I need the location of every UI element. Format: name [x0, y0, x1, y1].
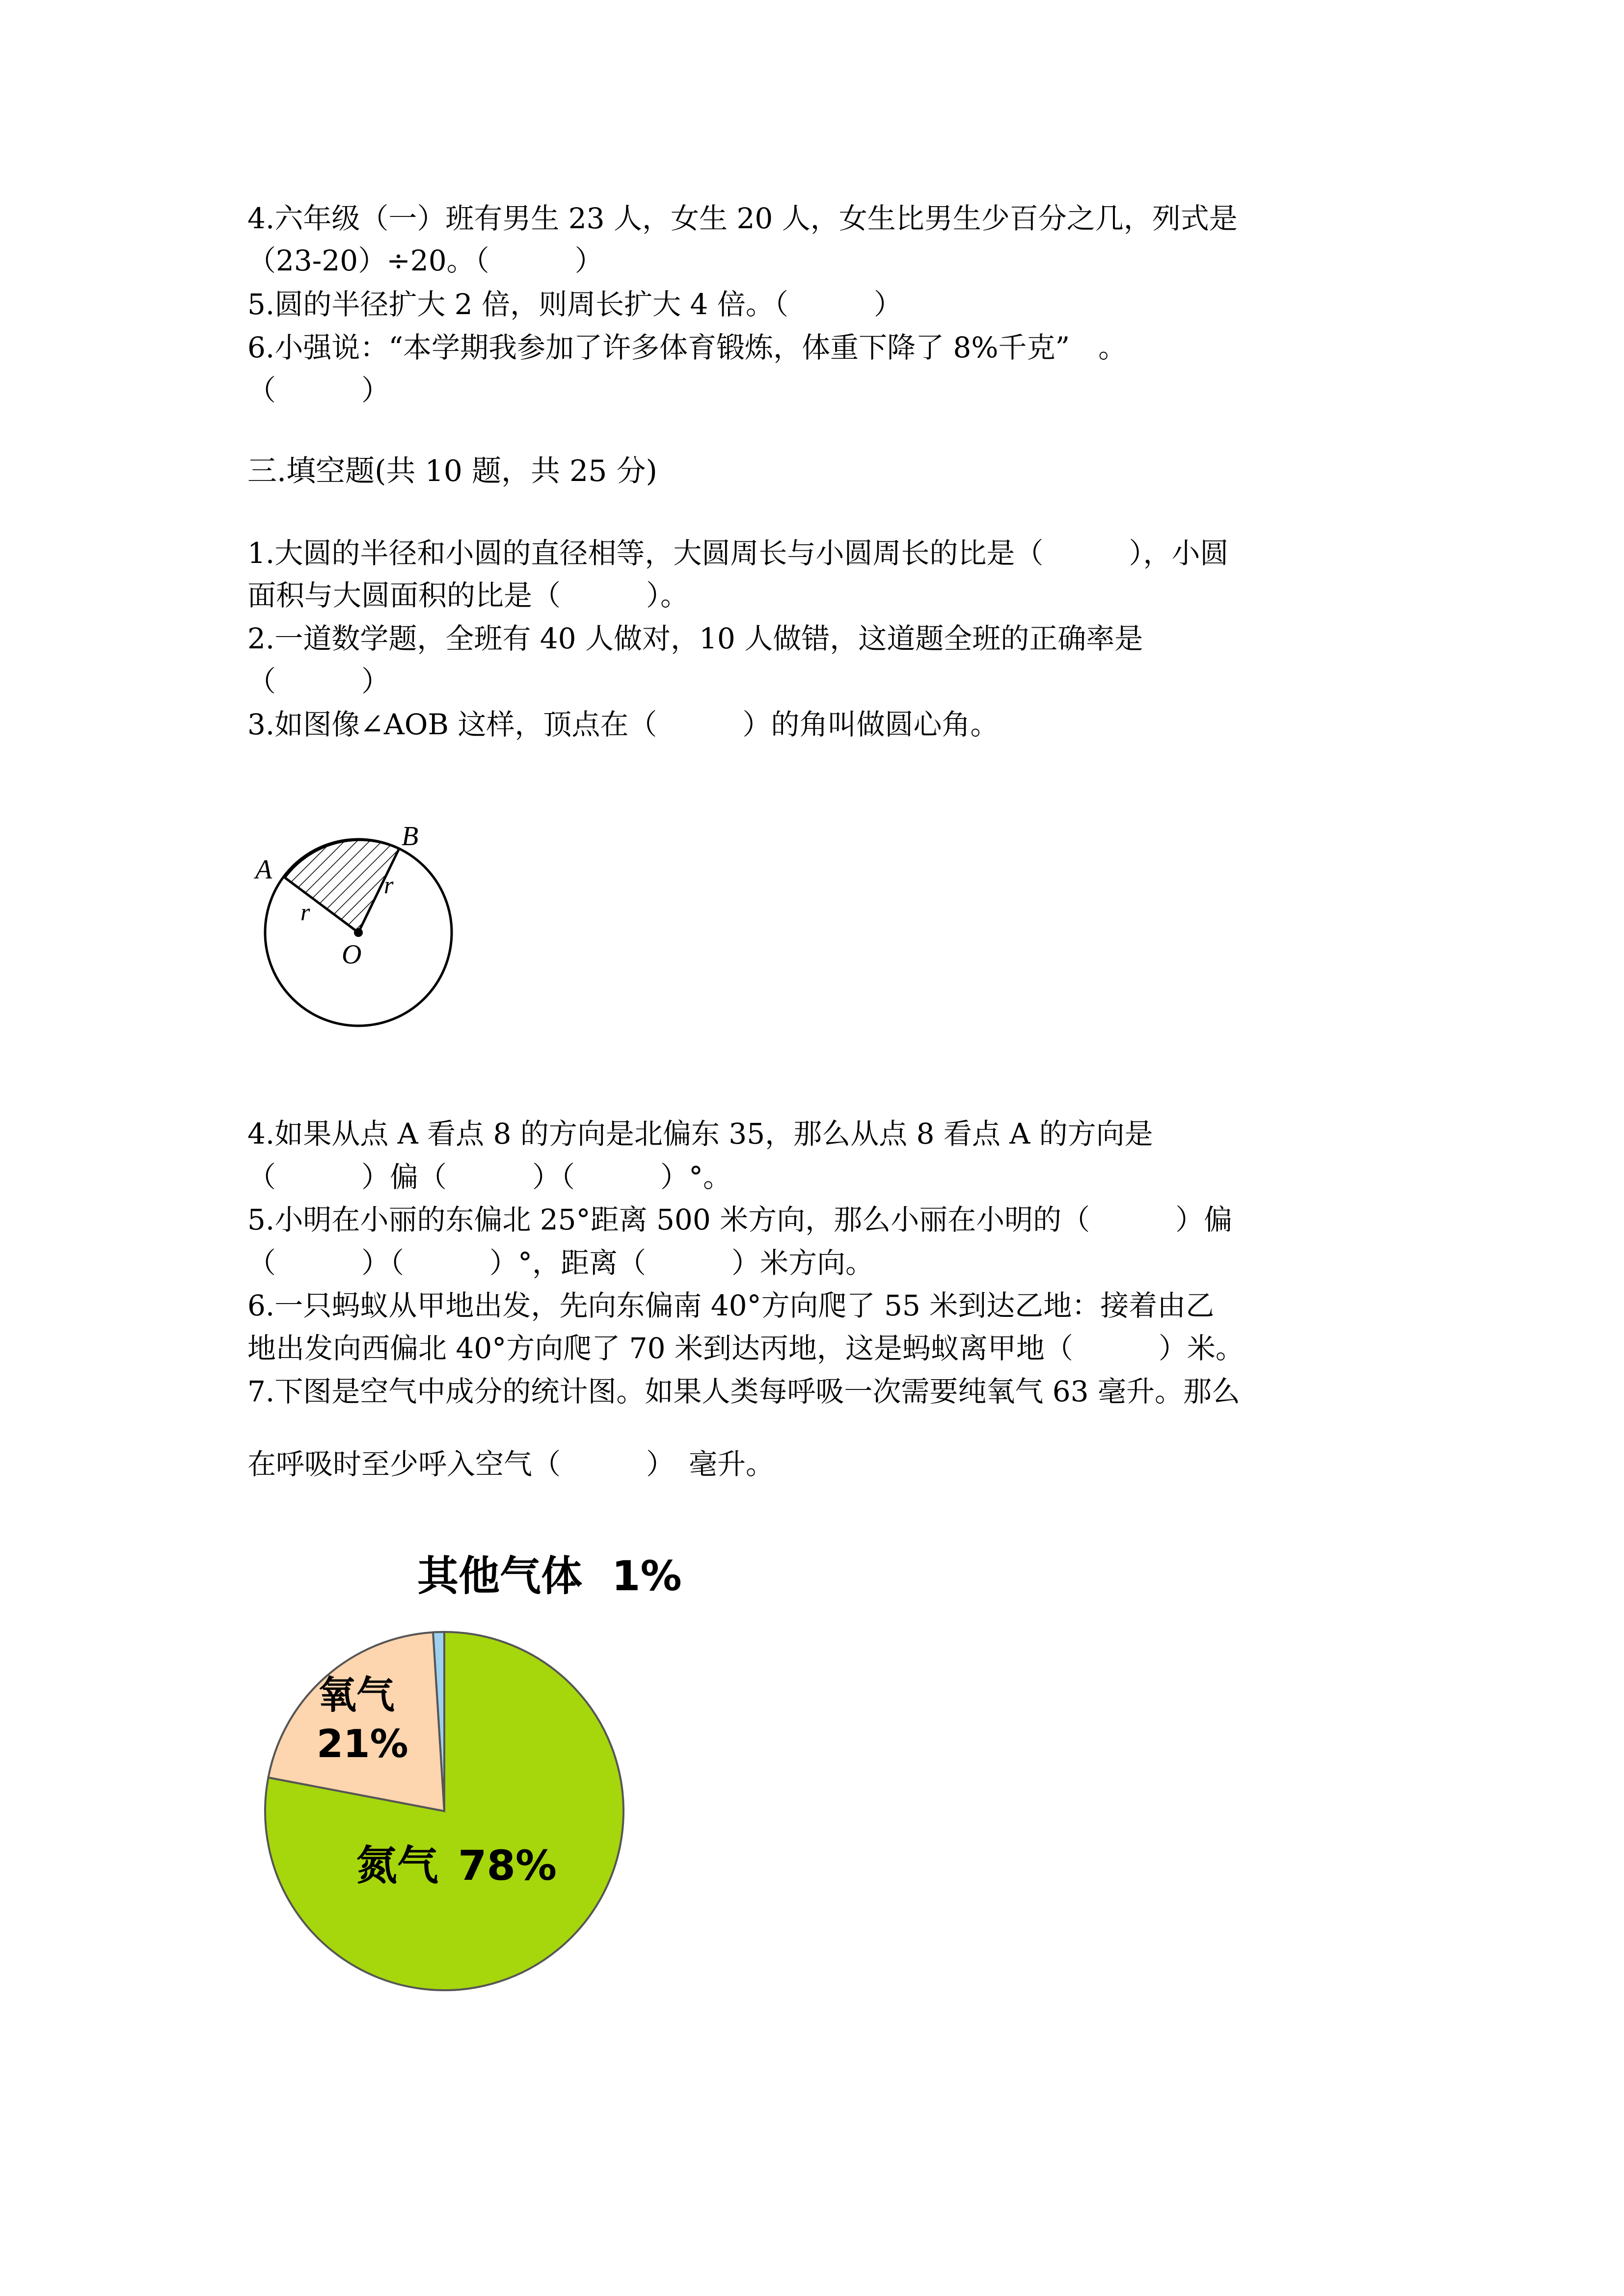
fill-q6-line2: 地出发向西偏北 40°方向爬了 70 米到达丙地，这是蚂蚁离甲地（ ）米。	[247, 1332, 1244, 1365]
label-b: B	[402, 821, 419, 852]
central-angle-figure	[245, 815, 471, 1036]
fill-q2-line2: （ ）	[247, 665, 390, 698]
judge-q6-line1: 6.小强说：“本学期我参加了许多体育锻炼，体重下降了 8%千克” 。	[247, 331, 1127, 364]
judge-q6-line2: （ ）	[247, 374, 390, 407]
fill-q5-line2: （ ）（ ）°，距离（ ）米方向。	[247, 1246, 874, 1280]
fill-q3: 3.如图像∠AOB 这样，顶点在（ ）的角叫做圆心角。	[247, 708, 999, 741]
judge-q4-line1: 4.六年级（一）班有男生 23 人，女生 20 人，女生比男生少百分之几，列式是	[247, 202, 1238, 235]
fill-q1-line1: 1.大圆的半径和小圆的直径相等，大圆周长与小圆周长的比是（ ），小圆	[247, 536, 1229, 570]
judge-q5: 5.圆的半径扩大 2 倍，则周长扩大 4 倍。（ ）	[247, 288, 902, 321]
fill-q4-line1: 4.如果从点 A 看点 8 的方向是北偏东 35，那么从点 8 看点 A 的方向是	[247, 1117, 1153, 1150]
fill-q5-line1: 5.小明在小丽的东偏北 25°距离 500 米方向，那么小丽在小明的（ ）偏	[247, 1203, 1233, 1236]
fill-q2-line1: 2.一道数学题，全班有 40 人做对，10 人做错，这道题全班的正确率是	[247, 622, 1143, 655]
air-composition-pie-chart	[245, 1546, 736, 1998]
fill-q1-line2: 面积与大圆面积的比是（ ）。	[247, 579, 689, 612]
label-r-right: r	[384, 871, 394, 899]
fill-q7-line2: 在呼吸时至少呼入空气（ ） 毫升。	[247, 1447, 775, 1481]
label-a: A	[255, 854, 272, 885]
nitrogen-label: 氮气 78%	[356, 1842, 557, 1890]
fill-q4-line2: （ ）偏（ ）（ ）°。	[247, 1160, 732, 1194]
fill-q6-line1: 6.一只蚂蚁从甲地出发，先向东偏南 40°方向爬了 55 米到达乙地：接着由乙	[247, 1289, 1215, 1322]
section-title: 三.填空题(共 10 题，共 25 分)	[247, 454, 657, 488]
oxygen-value: 21%	[317, 1722, 408, 1766]
judge-q4-line2: （23-20）÷20。（ ）	[247, 244, 603, 277]
oxygen-label: 氧气	[318, 1673, 395, 1717]
fill-q7-line1: 7.下图是空气中成分的统计图。如果人类每呼吸一次需要纯氧气 63 毫升。那么	[247, 1375, 1241, 1408]
label-r-left: r	[300, 898, 310, 926]
label-o: O	[342, 939, 362, 970]
other-gas-label: 其他气体 1%	[417, 1552, 682, 1600]
center-point	[354, 928, 363, 937]
